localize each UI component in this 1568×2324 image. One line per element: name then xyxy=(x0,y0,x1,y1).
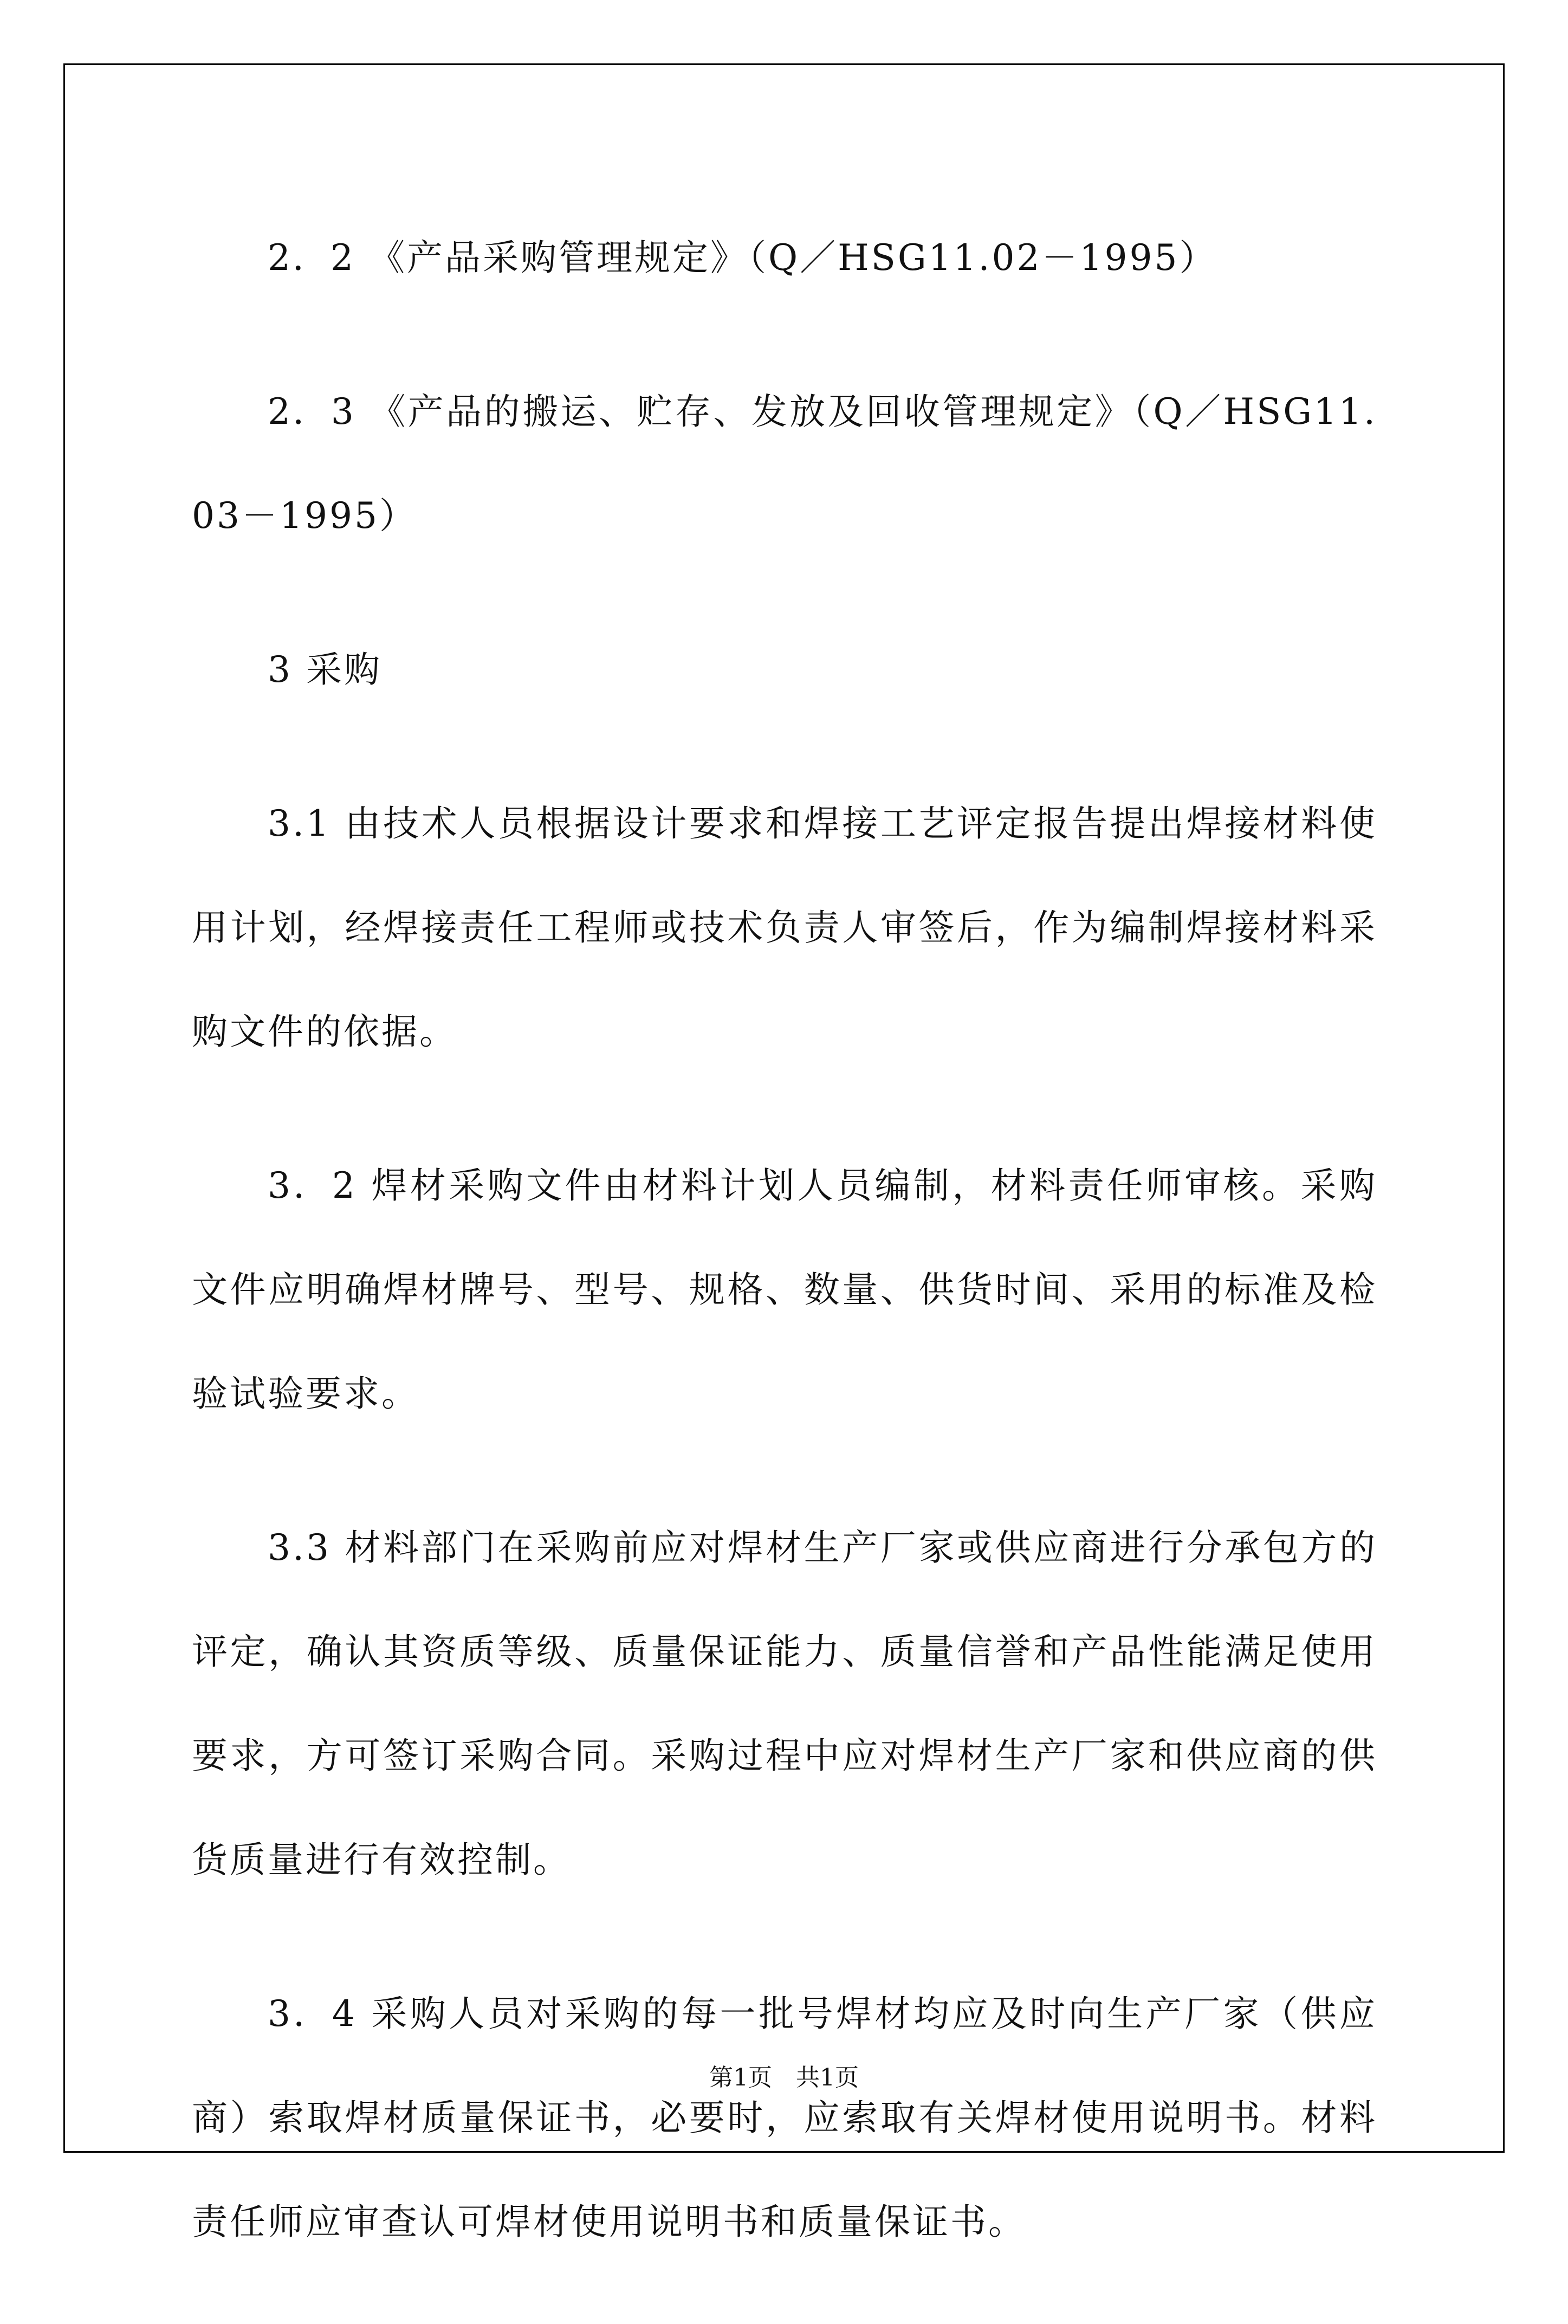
paragraph-3-2: 3．2 焊材采购文件由材料计划人员编制，材料责任师审核。采购文件应明确焊材牌号、型号、规格、数量、供货时间、采用的标准及检验试验要求。 xyxy=(192,1165,1377,1415)
paragraph-2-2: 2．2 《产品采购管理规定》（Q／HSG11.02－1995） xyxy=(268,237,1217,279)
paragraph-3-4: 3．4 采购人员对采购的每一批号焊材均应及时向生产厂家（供应商）索取焊材质量保证书，必要时，应索取有关焊材使用说明书。材料责任师应审查认可焊材使用说明书和质量保证书。 xyxy=(192,1993,1377,2243)
paragraph-3-3: 3.3 材料部门在采购前应对焊材生产厂家或供应商进行分承包方的评定，确认其资质等级、质量保证能力、质量信誉和产品性能满足使用要求，方可签订采购合同。采购过程中应对焊材生产厂家和供应商的供货质量进行有效控制。 xyxy=(192,1527,1377,1881)
document-body xyxy=(192,206,1377,2324)
page-footer: 第1页 共1页 xyxy=(709,2064,859,2091)
paragraph-2-3: 2．3 《产品的搬运、贮存、发放及回收管理规定》（Q／HSG11.03－1995） xyxy=(192,391,1377,537)
paragraph-3-1: 3.1 由技术人员根据设计要求和焊接工艺评定报告提出焊接材料使用计划，经焊接责任工程师或技术负责人审签后，作为编制焊接材料采购文件的依据。 xyxy=(192,803,1377,1053)
section-heading-3: 3 采购 xyxy=(268,649,382,690)
